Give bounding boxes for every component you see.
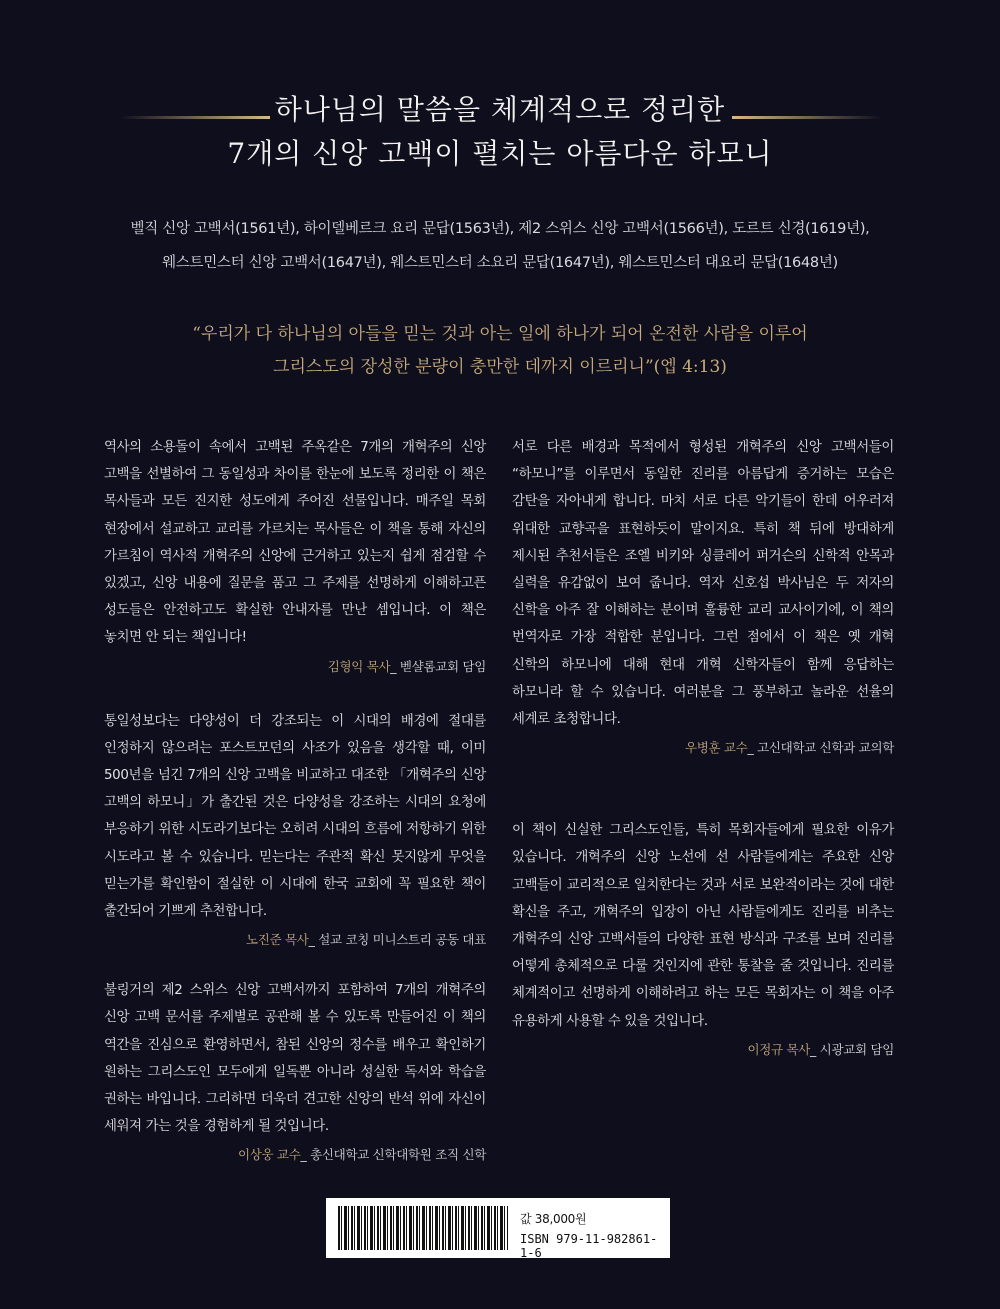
recommender-affiliation: _ 설교 코칭 미니스트리 공동 대표 [308, 932, 486, 948]
confessions-line-2: 웨스트민스터 신앙 고백서(1647년), 웨스트민스터 소요리 문답(1647년), 웨스트민스터 대요리 문답(1648년) [162, 255, 838, 271]
confessions-line-1: 벨직 신앙 고백서(1561년), 하이델베르크 요리 문답(1563년), 제2 스위스 신앙 고백서(1566년), 도르트 신경(1619년), [130, 221, 870, 237]
barcode-icon [338, 1206, 508, 1250]
scripture-quote [40, 318, 960, 384]
left-column [104, 434, 486, 1168]
recommendation-text: 역사의 소용돌이 속에서 고백된 주옥같은 7개의 개혁주의 신앙 고백을 선별하여 그 동일성과 차이를 한눈에 보도록 정리한 이 책은 목사들과 모든 진지한 성도에게 주어진 선물입니다. 매주일 목회 현장에서 설교하고 교리를 가르치는 목사들은 이 책을 통해 자신의 가르침이 역사적 개혁주의 신앙에 근거하고 있는지 쉽게 점검할 수 있겠고, 신앙 내용에 질문을 품고 그 주제를 선명하게 이해하고픈 성도들은 안전하고도 확실한 안내자를 만난 셈입니다. 이 책은 놓치면 안 되는 책입니다! [104, 440, 486, 646]
recommender-name: 이정규 목사 [747, 1041, 811, 1057]
headline-line-1: 하나님의 말씀을 체계적으로 정리한 [274, 93, 726, 126]
recommender-affiliation: _ 시광교회 담임 [810, 1041, 894, 1057]
recommendation [104, 434, 486, 680]
recommendation-text: 서로 다른 배경과 목적에서 형성된 개혁주의 신앙 고백서들이 “하모니”를 이루면서 동일한 진리를 아름답게 증거하는 모습은 감탄을 자아내게 합니다. 마치 서로 다른 악기들이 한데 어우러져 위대한 교향곡을 표현하듯이 말이지요. 특히 책 뒤에 방대하게 제시된 추천서들은 조엘 비키와 싱클레어 퍼거슨의 신학적 안목과 실력을 유감없이 보여 줍니다. 역자 신호섭 박사님은 두 저자의 신학을 아주 잘 이해하는 분이며 훌륭한 교리 교사이기에, 이 책의 번역자로 가장 적합한 분입니다. 그런 점에서 이 책은 옛 개혁 신학의 하모니에 대해 현대 개혁 신학자들이 함께 응답하는 하모니라 할 수 있습니다. 여러분을 그 풍부하고 놀라운 선율의 세계로 초청합니다. [512, 440, 894, 728]
isbn-text: ISBN 979-11-982861-1-6 [520, 1232, 658, 1260]
confessions-list [40, 212, 960, 280]
recommendation [104, 708, 486, 954]
recommendation [512, 434, 894, 761]
recommendation-text: 이 책이 신실한 그리스도인들, 특히 목회자들에게 필요한 이유가 있습니다. 개혁주의 신앙 노선에 선 사람들에게는 주요한 신앙 고백들이 교리적으로 일치한다는 것과 서로 보완적이라는 것에 대한 확신을 주고, 개혁주의 입장이 아닌 사람들에게도 진리를 비추는 개혁주의 신앙 고백서들의 다양한 표현 방식과 구조를 보며 진리를 어떻게 총체적으로 다룰 것인지에 관한 통찰을 줄 것입니다. 진리를 체계적이고 선명하게 이해하려고 하는 모든 목회자는 이 책을 아주 유용하게 사용할 수 있을 것입니다. [512, 823, 894, 1029]
recommender-name: 김형익 목사 [327, 658, 391, 674]
recommendation-text: 통일성보다는 다양성이 더 강조되는 이 시대의 배경에 절대를 인정하지 않으려는 포스트모던의 사조가 있음을 생각할 때, 이미 500년을 넘긴 7개의 신앙 고백을 비교하고 대조한 「개혁주의 신앙 고백의 하모니」가 출간된 것은 다양성을 강조하는 시대의 요청에 부응하기 위한 시도라기보다는 오히려 시대의 흐름에 저항하기 위한 시도라고 볼 수 있습니다. 믿는다는 주관적 확신 못지않게 무엇을 믿는가를 확인함이 절실한 이 시대에 한국 교회에 꼭 필요한 책이 출간되어 기쁘게 추천합니다. [104, 713, 486, 920]
price-text: 값 38,000원 [520, 1212, 587, 1226]
recommendation [512, 817, 894, 1063]
verse-line-1: “우리가 다 하나님의 아들을 믿는 것과 아는 일에 하나가 되어 온전한 사람을 이루어 [192, 324, 808, 344]
headline [0, 88, 1000, 176]
recommender-name: 이상웅 교수 [237, 1147, 301, 1163]
recommender-affiliation: _ 벧샬롬교회 담임 [390, 658, 486, 674]
recommender-signature [104, 654, 486, 680]
headline-line-2: 7개의 신앙 고백이 펼치는 아름다운 하모니 [227, 137, 773, 170]
recommender-signature [512, 735, 894, 761]
verse-line-2: 그리스도의 장성한 분량이 충만한 데까지 이르리니”(엡 4:13) [273, 357, 727, 377]
recommender-signature [104, 927, 486, 953]
recommender-signature [104, 1142, 486, 1168]
recommender-name: 우병훈 교수 [684, 740, 748, 756]
recommender-affiliation: _ 고신대학교 신학과 교의학 [747, 740, 894, 756]
right-column [512, 434, 894, 1063]
recommendation [104, 977, 486, 1168]
recommender-affiliation: _ 총신대학교 신학대학원 조직 신학 [300, 1147, 486, 1163]
recommender-signature [512, 1037, 894, 1063]
recommendation-text: 불링거의 제2 스위스 신앙 고백서까지 포함하여 7개의 개혁주의 신앙 고백 문서를 주제별로 공관해 볼 수 있도록 만들어진 이 책의 역간을 진심으로 환영하면서, 참된 신앙의 정수를 배우고 확인하기 원하는 그리스도인 모두에게 일독뿐 아니라 성실한 독서와 학습을 권하는 바입니다. 그리하면 더욱더 견고한 신앙의 반석 위에 자신이 세워져 가는 것을 경험하게 될 것입니다. [104, 983, 486, 1135]
recommender-name: 노진준 목사 [246, 932, 309, 948]
barcode-label [326, 1198, 670, 1258]
